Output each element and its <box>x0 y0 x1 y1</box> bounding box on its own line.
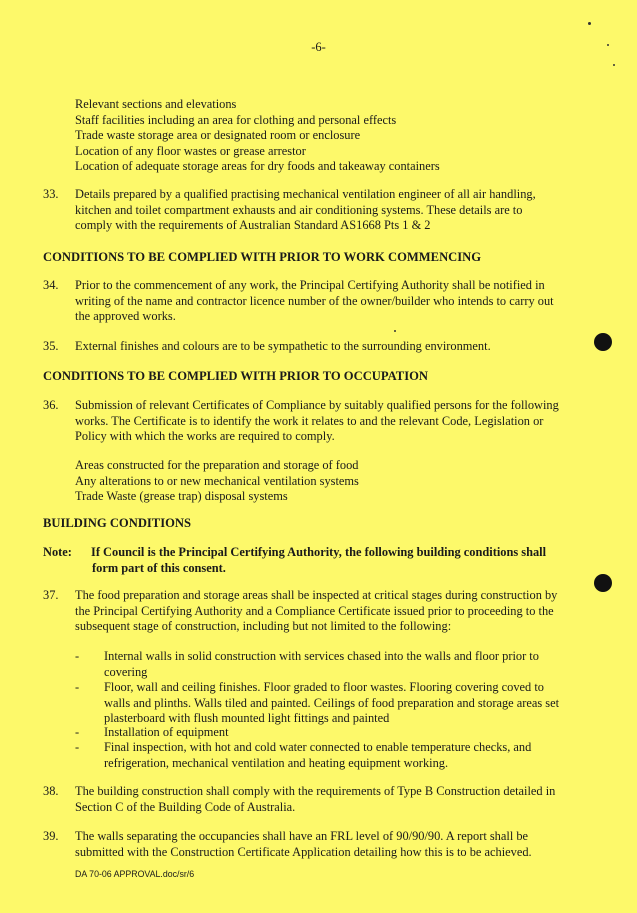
text-line: comply with the requirements of Australian Standard AS1668 Pts 1 & 2 <box>75 218 431 233</box>
list-item: Location of any floor wastes or grease arrestor <box>75 143 306 158</box>
list-item: Trade waste storage area or designated room or enclosure <box>75 128 361 143</box>
text-line: walls and plinths. Walls tiled and painted. Ceilings of food preparation and storage areas set <box>104 695 560 710</box>
list-item: Trade Waste (grease trap) disposal systems <box>75 489 288 504</box>
condition-number: 37. <box>43 588 59 602</box>
bullet-dash: - <box>75 725 80 739</box>
bullet-item <box>104 725 584 741</box>
text-line: If Council is the Principal Certifying Authority, the following building conditions shall <box>91 545 547 559</box>
list-item: Staff facilities including an area for clothing and personal effects <box>75 112 397 127</box>
text-line: form part of this consent. <box>92 560 226 575</box>
intro-list <box>75 97 585 175</box>
text-line: works. The Certificate is to identify the work it relates to and the relevant Code, Legislation or <box>75 413 544 428</box>
text-line: Prior to the commencement of any work, the Principal Certifying Authority shall be notified in <box>75 278 545 292</box>
text-line: The food preparation and storage areas shall be inspected at critical stages during construction by <box>75 588 558 602</box>
scan-speck <box>607 44 609 46</box>
text-line: the Principal Certifying Authority and a Compliance Certificate issued prior to proceeding to the <box>75 603 554 618</box>
text-line: subsequent stage of construction, including but not limited to the following: <box>75 619 452 634</box>
scan-speck <box>588 22 591 25</box>
text-line: Policy with which the works are required to comply. <box>75 429 335 444</box>
bullet-dash: - <box>75 740 80 754</box>
text-line: Internal walls in solid construction with services chased into the walls and floor prior to <box>104 649 539 663</box>
punch-hole-mark <box>594 574 612 592</box>
document-footer: DA 70-06 APPROVAL.doc/sr/6 <box>75 869 195 879</box>
text-line: kitchen and toilet compartment exhausts and air conditioning systems. These details are to <box>75 202 523 217</box>
condition-number: 34. <box>43 278 59 292</box>
list-item: Location of adequate storage areas for dry foods and takeaway containers <box>75 159 440 174</box>
scan-speck <box>394 330 396 332</box>
condition-34-text <box>75 278 587 325</box>
condition-number: 36. <box>43 398 59 412</box>
text-line: The walls separating the occupancies shall have an FRL level of 90/90/90. A report shall be <box>75 829 529 843</box>
text-line: the approved works. <box>75 309 176 324</box>
bullet-dash: - <box>75 680 80 694</box>
text-line: submitted with the Construction Certificate Application detailing how this is to be achieved. <box>75 844 532 859</box>
condition-33-text <box>75 187 587 234</box>
list-item: Areas constructed for the preparation and storage of food <box>75 458 359 472</box>
condition-number: 35. <box>43 339 59 353</box>
certificate-list <box>75 458 585 505</box>
section-heading: BUILDING CONDITIONS <box>43 516 192 530</box>
condition-36-text <box>75 398 587 445</box>
list-item: Any alterations to or new mechanical ventilation systems <box>75 473 359 488</box>
text-line: covering <box>104 664 148 679</box>
scan-speck <box>613 64 615 66</box>
text-line: Floor, wall and ceiling finishes. Floor graded to floor wastes. Flooring covering coved to <box>104 680 544 694</box>
page-number: -6- <box>311 40 326 54</box>
bullet-item <box>104 649 584 680</box>
section-heading: CONDITIONS TO BE COMPLIED WITH PRIOR TO OCCUPATION <box>43 369 428 383</box>
condition-38-text <box>75 784 587 815</box>
condition-number: 39. <box>43 829 59 843</box>
list-item: Relevant sections and elevations <box>75 97 237 111</box>
text-line: Submission of relevant Certificates of Compliance by suitably qualified persons for the following <box>75 398 559 412</box>
condition-39-text <box>75 829 587 860</box>
note-text <box>91 545 571 576</box>
text-line: The building construction shall comply with the requirements of Type B Construction detailed in <box>75 784 556 798</box>
condition-37-text <box>75 588 587 635</box>
text-line: Details prepared by a qualified practising mechanical ventilation engineer of all air handling, <box>75 187 536 201</box>
note-label: Note: <box>43 545 72 559</box>
bullet-item <box>104 740 584 771</box>
punch-hole-mark <box>594 333 612 351</box>
text-line: Installation of equipment <box>104 725 229 739</box>
bullet-dash: - <box>75 649 80 663</box>
condition-number: 33. <box>43 187 59 201</box>
text-line: Section C of the Building Code of Australia. <box>75 799 296 814</box>
text-line: Final inspection, with hot and cold water connected to enable temperature checks, and <box>104 740 532 754</box>
text-line: plasterboard with flush mounted light fittings and painted <box>104 711 390 726</box>
section-heading: CONDITIONS TO BE COMPLIED WITH PRIOR TO WORK COMMENCING <box>43 250 482 264</box>
text-line: writing of the name and contractor licence number of the owner/builder who intends to carry out <box>75 293 554 308</box>
condition-35-text: External finishes and colours are to be sympathetic to the surrounding environment. <box>75 339 491 353</box>
bullet-item <box>104 680 584 727</box>
condition-number: 38. <box>43 784 59 798</box>
text-line: refrigeration, mechanical ventilation and heating equipment working. <box>104 755 449 770</box>
